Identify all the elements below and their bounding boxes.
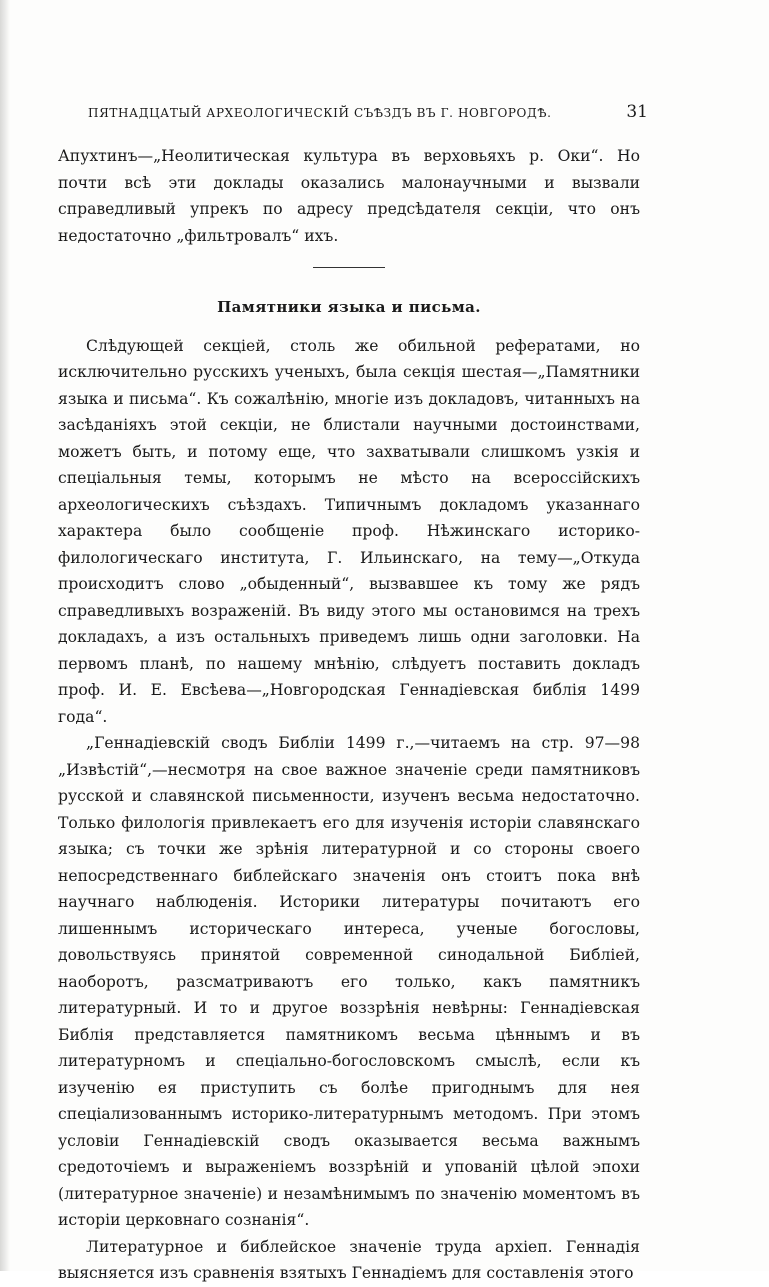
- body-text: [58, 143, 640, 1287]
- section-heading: Памятники языка и письма.: [217, 298, 481, 316]
- running-head-title: ПЯТНАДЦАТЫЙ АРХЕОЛОГИЧЕСКІЙ СЪѢЗДЪ ВЪ Г. НОВГОРОДѢ.: [88, 106, 552, 120]
- page-number: 31: [626, 102, 648, 122]
- paragraph-2: „Геннадіевскій сводъ Библіи 1499 г.,—читаемъ на стр. 97—98 „Извѣстій“,—несмотря на свое важное значеніе среди памятниковъ русской и славянской письменности, изученъ весьма недостаточно. Только филологія привлекаетъ его для изученія исторіи славянскаго языка; съ точки же зрѣнія литературной и со стороны своего непосредственнаго библейскаго значенія онъ стоитъ пока внѣ научнаго наблюденія. Историки литературы почитаютъ его лишеннымъ историческаго интереса, ученые богословы, довольствуясь принятой современной синодальной Библіей, наоборотъ, разсматриваютъ его только, какъ памятникъ литературный. И то и другое воззрѣнія невѣрны: Геннадіевская Библія представляется памятникомъ весьма цѣннымъ и въ литературномъ и спеціально-богословскомъ смыслѣ, если къ изученію ея приступить съ болѣе пригоднымъ для нея спеціализованнымъ историко-литературнымъ методомъ. При этомъ условіи Геннадіевскій сводъ оказывается весьма важнымъ средоточіемъ и выраженіемъ воззрѣній и упованій цѣлой эпохи (литературное значеніе) и незамѣнимымъ по значенію моментомъ въ исторіи церковнаго сознанія“.: [58, 734, 640, 1229]
- section-divider: [313, 267, 385, 268]
- page-gutter-shadow: [0, 0, 10, 1271]
- running-head: [88, 102, 648, 130]
- paragraph-3: Литературное и библейское значеніе труда архіеп. Геннадія выясняется изъ сравненія взятыхъ Геннадіемъ для составленія этого: [58, 1237, 640, 1282]
- intro-paragraph: Апухтинъ—„Неолитическая культура въ верховьяхъ р. Оки“. Но почти всѣ эти доклады оказались малонаучными и вызвали справедливый упрекъ по адресу предсѣдателя секціи, что онъ недостаточно „фильтровалъ“ ихъ.: [58, 147, 640, 245]
- paragraph-1: Слѣдующей секціей, столь же обильной рефератами, но исключительно русскихъ ученыхъ, была секція шестая—„Памятники языка и письма“. Къ сожалѣнію, многіе изъ докладовъ, читанныхъ на засѣданіяхъ этой секціи, не блистали научными достоинствами, можетъ быть, и потому еще, что захватывали слишкомъ узкія и спеціальныя темы, которымъ не мѣсто на всероссійскихъ археологическихъ съѣздахъ. Типичнымъ докладомъ указаннаго характера было сообщеніе проф. Нѣжинскаго историко-филологическаго института, Г. Ильинскаго, на тему—„Откуда происходитъ слово „обыденный“, вызвавшее къ тому же рядъ справедливыхъ возраженій. Въ виду этого мы остановимся на трехъ докладахъ, а изъ остальныхъ приведемъ лишь одни заголовки. На первомъ планѣ, по нашему мнѣнію, слѣдуетъ поставить докладъ проф. И. Е. Евсѣева—„Новгородская Геннадіевская библія 1499 года“.: [58, 336, 640, 726]
